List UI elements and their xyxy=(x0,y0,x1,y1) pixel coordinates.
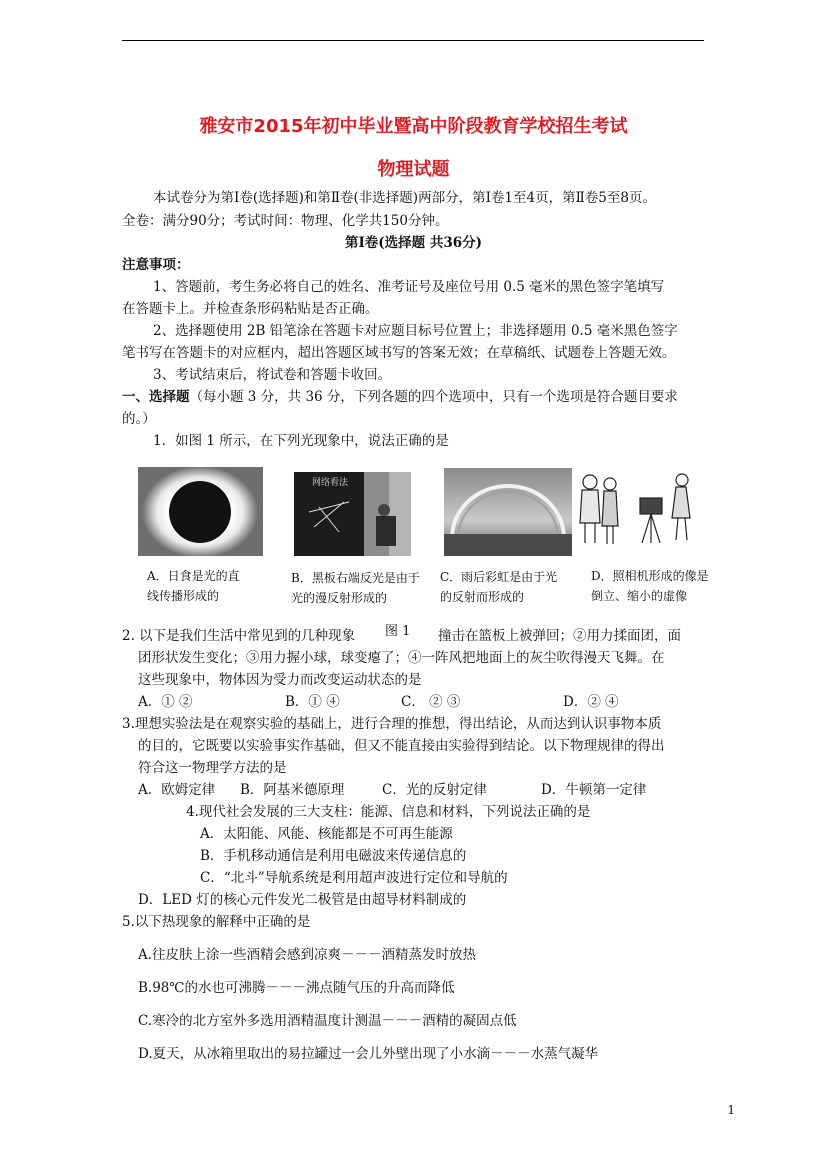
q4-stem: 4.现代社会发展的三大支柱：能源、信息和材料，下列说法正确的是 xyxy=(186,804,591,820)
q4-option-b: B．手机移动通信是利用电磁波来传递信息的 xyxy=(200,848,467,864)
q3-option-b: B．阿基米德原理 xyxy=(240,782,345,798)
q4-option-d: D．LED 灯的核心元件发光二极管是由超导材料制成的 xyxy=(138,892,467,908)
figure-1-label: 图 1 xyxy=(385,624,411,639)
q5-option-a: A.往皮肤上涂一些酒精会感到凉爽－－－酒精蒸发时放热 xyxy=(138,947,477,963)
q5-option-c: C.寒冷的北方室外多选用酒精温度计测温－－－酒精的凝固点低 xyxy=(138,1013,517,1029)
q3-line-3: 符合这一物理学方法的是 xyxy=(138,760,287,776)
part1-heading: 第Ⅰ卷(选择题 共36分) xyxy=(344,235,483,251)
q2-line-3: 这些现象中，物体因为受力而改变运动状态的是 xyxy=(138,672,422,688)
q1-caption-c-line-2: 的反射而形成的 xyxy=(440,590,525,604)
eclipse-photo xyxy=(138,467,263,556)
q1-caption-a-line-2: 线传播形成的 xyxy=(147,589,220,603)
notice-heading: 注意事项： xyxy=(122,257,190,273)
q1-caption-a xyxy=(147,566,287,606)
q1-caption-b-line-1: B．黑板右端反光是由于 xyxy=(291,571,420,585)
notice-item-2-line-2: 笔书写在答题卡的对应框内，超出答题区域书写的答案无效；在草稿纸、试题卷上答题无效。 xyxy=(122,345,676,361)
q1-caption-c-line-1: C．雨后彩虹是由于光 xyxy=(440,570,558,584)
q2-line-1b: 撞击在篮板上被弹回；②用力揉面团，面 xyxy=(438,628,681,644)
section1-desc-2: 的。） xyxy=(122,411,156,427)
section1-desc-1: （每小题 3 分，共 36 分，下列各题的四个选项中，只有一个选项是符合题目要求 xyxy=(189,389,678,405)
q2-option-b: B．① ④ xyxy=(285,694,340,710)
intro-line-1: 本试卷分为第Ⅰ卷(选择题)和第Ⅱ卷(非选择题)两部分，第Ⅰ卷1至4页，第Ⅱ卷5至8页。 xyxy=(153,190,656,206)
q1-caption-d-line-2: 倒立、缩小的虚像 xyxy=(591,589,688,603)
page-number: 1 xyxy=(727,1103,735,1117)
q2-option-a: A．① ② xyxy=(138,694,193,710)
exam-title: 雅安市2015年初中毕业暨高中阶段教育学校招生考试 xyxy=(199,116,628,137)
blackboard-photo xyxy=(294,472,411,556)
q1-caption-c xyxy=(440,567,580,607)
q1-stem: 1．如图 1 所示，在下列光现象中，说法正确的是 xyxy=(153,433,449,449)
section1-heading: 一、选择题 xyxy=(122,389,190,405)
intro-line-2: 全卷：满分90分；考试时间：物理、化学共150分钟。 xyxy=(122,213,449,229)
section1-heading-line xyxy=(122,387,678,407)
q3-line-1: 3.理想实验法是在观察实验的基础上，进行合理的推想，得出结论，从而达到认识事物本质 xyxy=(122,716,662,732)
q4-option-c: C．“北斗”导航系统是利用超声波进行定位和导航的 xyxy=(200,870,508,886)
q5-stem: 5.以下热现象的解释中正确的是 xyxy=(122,914,311,930)
q2-option-c: C． ② ③ xyxy=(401,694,461,710)
q5-option-d: D.夏天，从冰箱里取出的易拉罐过一会儿外壁出现了小水滴－－－水蒸气凝华 xyxy=(138,1046,599,1062)
q1-caption-b xyxy=(291,568,431,608)
notice-item-2-line-1: 2、选择题使用 2B 铅笔涂在答题卡对应题目标号位置上；非选择题用 0.5 毫米黑色签字 xyxy=(153,323,678,339)
notice-item-1-line-2: 在答题卡上。并检查条形码粘贴是否正确。 xyxy=(122,301,379,317)
q1-caption-d xyxy=(591,566,731,606)
q1-caption-a-line-1: A．日食是光的直 xyxy=(147,569,240,583)
notice-item-3: 3、考试结束后，将试卷和答题卡收回。 xyxy=(153,367,392,383)
q1-caption-b-line-2: 光的漫反射形成的 xyxy=(291,591,388,605)
notice-item-1-line-1: 1、答题前，考生务必将自己的姓名、准考证号及座位号用 0.5 毫米的黑色签字笔填写 xyxy=(153,279,665,295)
rainbow-photo xyxy=(444,468,572,556)
blackboard-text: 网络看法 xyxy=(312,478,349,488)
q5-option-b: B.98℃的水也可沸腾－－－沸点随气压的升高而降低 xyxy=(138,980,455,996)
q4-option-a: A．太阳能、风能、核能都是不可再生能源 xyxy=(200,826,453,842)
q3-option-a: A．欧姆定律 xyxy=(138,782,216,798)
camera-cartoon xyxy=(572,468,702,556)
q1-caption-d-line-1: D．照相机形成的像是 xyxy=(591,569,709,583)
q2-option-d: D．② ④ xyxy=(563,694,619,710)
header-rule xyxy=(122,40,704,41)
q3-line-2: 的目的，它既要以实验事实作基础，但又不能直接由实验得到结论。以下物理规律的得出 xyxy=(138,738,665,754)
q3-option-c: C．光的反射定律 xyxy=(382,782,487,798)
q2-line-1a: 2. 以下是我们生活中常见到的几种现象 xyxy=(122,628,356,644)
q2-line-2: 团形状发生变化；③用力握小球，球变瘪了；④一阵风把地面上的灰尘吹得漫天飞舞。在 xyxy=(138,650,665,666)
q3-option-d: D．牛顿第一定律 xyxy=(541,782,647,798)
exam-subtitle: 物理试题 xyxy=(377,159,450,180)
